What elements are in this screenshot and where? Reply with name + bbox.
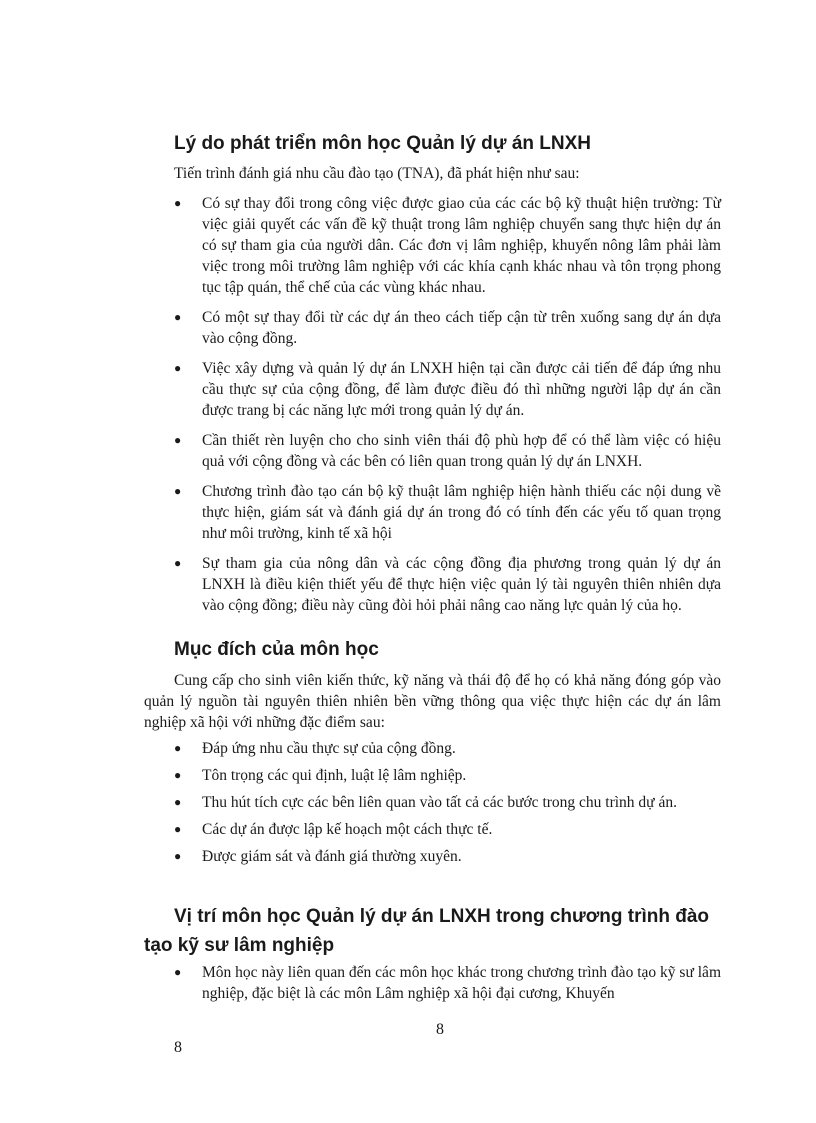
- list-item-text: Chương trình đào tạo cán bộ kỹ thuật lâm nghiệp hiện hành thiếu các nội dung về thực hiện, giám sát và đánh giá dự án trong đó có tính đến các yếu tố quan trọng như môi trường, kinh tế xã hội: [202, 483, 721, 542]
- bullet-list-purpose: [174, 738, 721, 867]
- list-item-text: Thu hút tích cực các bên liên quan vào tất cả các bước trong chu trình dự án.: [202, 794, 677, 811]
- list-item: [174, 553, 721, 616]
- list-item: [174, 738, 721, 759]
- list-item: [174, 962, 721, 1004]
- list-item: [174, 430, 721, 472]
- list-item: [174, 358, 721, 421]
- list-item: [174, 792, 721, 813]
- bullet-icon: ●: [174, 196, 182, 210]
- bullet-list-position: [174, 962, 721, 1004]
- bullet-icon: ●: [174, 484, 182, 498]
- section-title-position: [144, 902, 721, 960]
- list-item: [174, 819, 721, 840]
- list-item: [174, 193, 721, 298]
- list-item: [174, 765, 721, 786]
- list-item-text: Các dự án được lập kế hoạch một cách thực tế.: [202, 821, 493, 838]
- bullet-icon: ●: [174, 361, 182, 375]
- section-title-position-text: Vị trí môn học Quản lý dự án LNXH trong chương trình đào tạo kỹ sư lâm nghiệp: [144, 906, 710, 956]
- section-intro-reasons: Tiến trình đánh giá nhu cầu đào tạo (TNA), đã phát hiện như sau:: [174, 165, 580, 182]
- bullet-icon: ●: [174, 849, 182, 863]
- bullet-icon: ●: [174, 433, 182, 447]
- list-item: [174, 481, 721, 544]
- bullet-icon: ●: [174, 768, 182, 782]
- list-item-text: Việc xây dựng và quản lý dự án LNXH hiện tại cần được cải tiến để đáp ứng nhu cầu thực sự của cộng đồng, để làm được điều đó thì những người lập dự án cần được trang bị các năng lực mới trong quản lý dự án.: [202, 360, 721, 419]
- bullet-icon: ●: [174, 741, 182, 755]
- list-item: [174, 846, 721, 867]
- list-item-text: Có sự thay đổi trong công việc được giao của các các bộ kỹ thuật hiện trường: Từ việc giải quyết các vấn đề kỹ thuật trong lâm nghiệp chuyển sang thực hiện dự án có sự tham gia của người dân. Các đơn vị lâm nghiệp, khuyến nông lâm phải làm việc trong môi trường lâm nghiệp với các khía cạnh khác nhau và tôn trọng phong tục tập quán, thể chế của các vùng khác nhau.: [202, 195, 721, 296]
- bullet-icon: ●: [174, 965, 182, 979]
- bullet-icon: ●: [174, 795, 182, 809]
- list-item-text: Có một sự thay đổi từ các dự án theo cách tiếp cận từ trên xuống sang dự án dựa vào cộng đồng.: [202, 309, 721, 347]
- list-item-text: Môn học này liên quan đến các môn học khác trong chương trình đào tạo kỹ sư lâm nghiệp, đặc biệt là các môn Lâm nghiệp xã hội đại cương, Khuyến: [202, 964, 721, 1002]
- list-item-text: Sự tham gia của nông dân và các cộng đồng địa phương trong quản lý dự án LNXH là điều kiện thiết yếu để thực hiện việc quản lý tài nguyên thiên nhiên dựa vào cộng đồng; điều này cũng đòi hỏi phải nâng cao năng lực quản lý của họ.: [202, 555, 721, 614]
- section-intro-purpose: [144, 670, 721, 733]
- list-item: [174, 307, 721, 349]
- section-intro-purpose-text: Cung cấp cho sinh viên kiến thức, kỹ năng và thái độ để họ có khả năng đóng góp vào quản lý nguồn tài nguyên thiên nhiên bền vững thông qua việc thực hiện các dự án lâm nghiệp xã hội với những đặc điểm sau:: [144, 672, 721, 731]
- section-title-purpose: Mục đích của môn học: [174, 639, 379, 660]
- page-number-center: 8: [436, 1021, 444, 1038]
- list-item-text: Cần thiết rèn luyện cho cho sinh viên thái độ phù hợp để có thể làm việc có hiệu quả với cộng đồng và các bên có liên quan trong quản lý dự án LNXH.: [202, 432, 721, 470]
- list-item-text: Đáp ứng nhu cầu thực sự của cộng đồng.: [202, 740, 456, 757]
- page-number-left: 8: [174, 1039, 182, 1056]
- bullet-icon: ●: [174, 822, 182, 836]
- section-title-reasons: Lý do phát triển môn học Quản lý dự án LNXH: [174, 133, 591, 154]
- bullet-list-reasons: [174, 193, 721, 616]
- bullet-icon: ●: [174, 556, 182, 570]
- list-item-text: Được giám sát và đánh giá thường xuyên.: [202, 848, 462, 865]
- bullet-icon: ●: [174, 310, 182, 324]
- list-item-text: Tôn trọng các qui định, luật lệ lâm nghiệp.: [202, 767, 467, 784]
